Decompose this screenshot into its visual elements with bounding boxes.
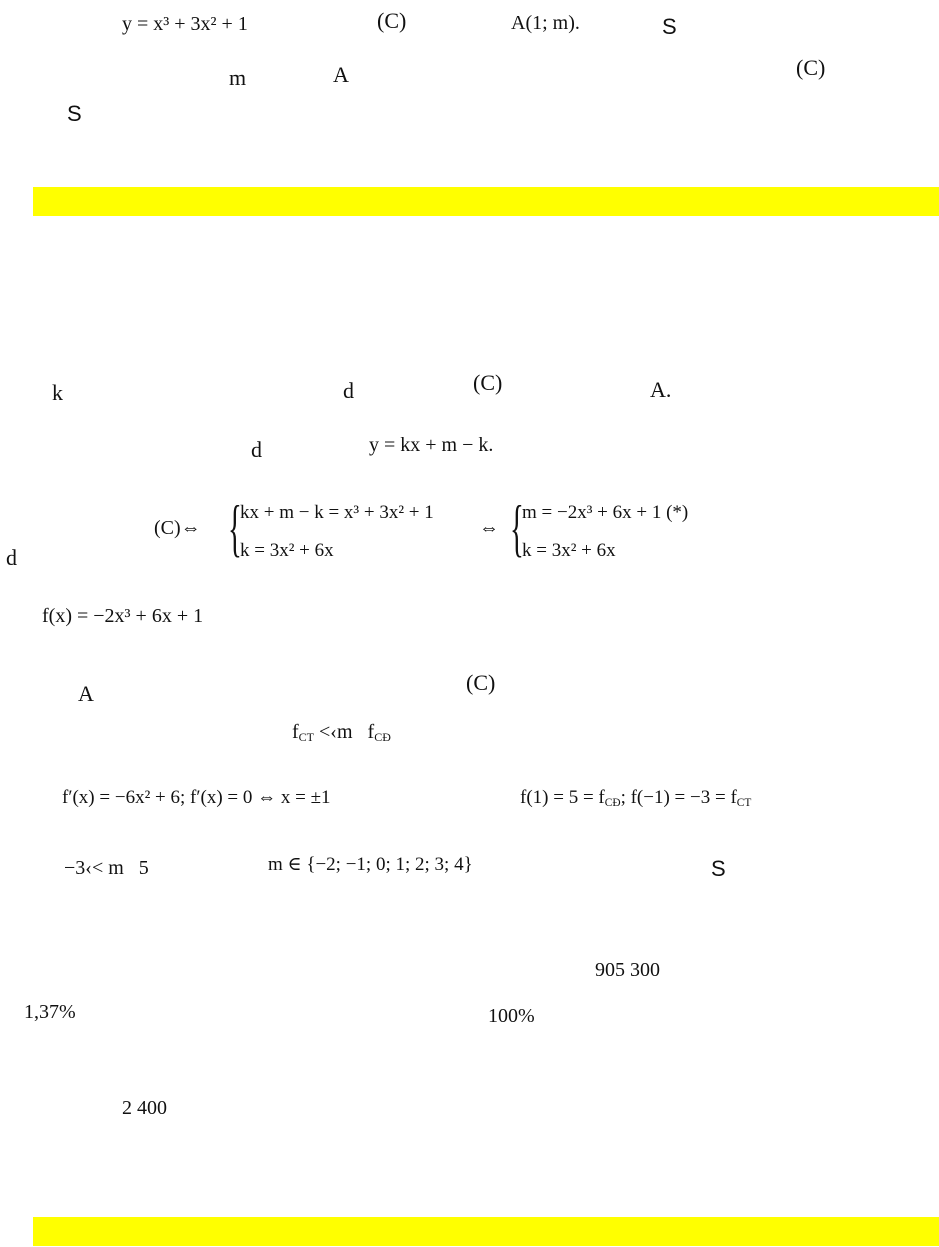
critical-values: $f(1) = 5 = f_{CĐ}$; $f(-1) = -3 = f_{CT}$ — [520, 787, 752, 809]
percent-1-37: 1,37% — [24, 1001, 76, 1023]
equivalence-symbol: ⇔ — [479, 517, 499, 539]
curve-label: (C) — [377, 8, 407, 33]
system-right-eq-1: m = −2x³ + 6x + 1 (*) — [522, 502, 689, 523]
a-label-3: A — [78, 681, 94, 706]
line-equation: y = kx + m − k. — [369, 434, 494, 456]
k-label: k — [52, 380, 63, 405]
system-left-eq-1: kx + m − k = x³ + 3x² + 1 — [240, 502, 434, 523]
set-label-2: S — [67, 101, 82, 126]
a-label: A — [333, 62, 349, 87]
highlight-bar-bottom — [33, 1217, 939, 1246]
f-definition: f(x) = −2x³ + 6x + 1 — [42, 605, 204, 627]
number-905300: 905 300 — [595, 959, 660, 981]
d-label-3: d — [6, 545, 17, 570]
highlight-bar-top — [33, 187, 939, 216]
curve-label-3: (C) — [473, 370, 503, 395]
condition: $f_{CT}$ <‹m $f_{CĐ}$ — [292, 721, 391, 744]
m-label: m — [229, 65, 247, 90]
curve-label-4: (C) — [466, 670, 496, 695]
set-label: S — [662, 14, 677, 39]
m-range: −3‹< m 5 — [64, 857, 149, 879]
system-prefix: (C)⇔ — [154, 517, 201, 539]
number-2400: 2 400 — [122, 1097, 167, 1119]
a-label-2: A. — [650, 377, 672, 402]
curve-label-2: (C) — [796, 55, 826, 80]
derivative-equation: f′(x) = −6x² + 6; f′(x) = 0 ⇔ x = ±1 — [62, 787, 331, 808]
percent-100: 100% — [488, 1005, 535, 1027]
point-label: A(1; m). — [511, 12, 580, 34]
function-equation: y = x³ + 3x² + 1 — [122, 13, 248, 35]
d-label-2: d — [251, 437, 262, 462]
set-label-3: S — [711, 856, 726, 881]
system-left-eq-2: k = 3x² + 6x — [240, 540, 334, 561]
right-brace: { — [510, 492, 524, 563]
system-right-eq-2: k = 3x² + 6x — [522, 540, 616, 561]
left-brace: { — [228, 492, 242, 563]
m-set: m ∈ {−2; −1; 0; 1; 2; 3; 4} — [268, 854, 473, 875]
d-label: d — [343, 378, 354, 403]
